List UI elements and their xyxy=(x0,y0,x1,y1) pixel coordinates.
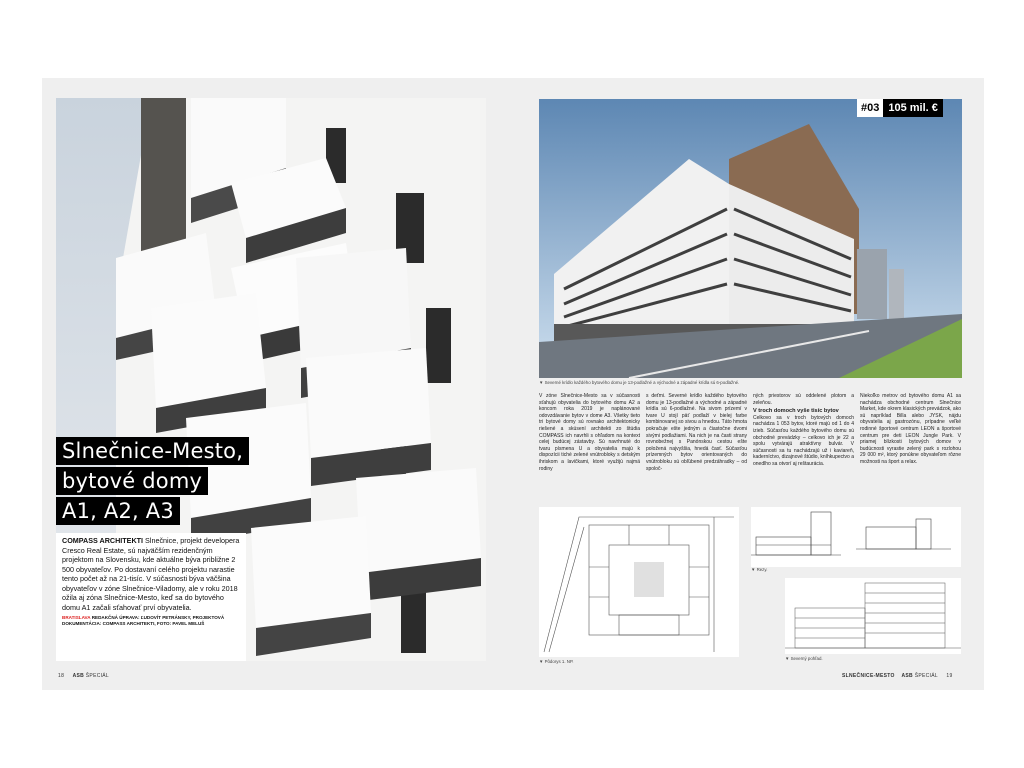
elevation-caption: ▼ Severný pohľad. xyxy=(785,656,823,661)
title-line-3: A1, A2, A3 xyxy=(56,497,180,525)
section-drawings xyxy=(751,507,961,572)
column-1-text: V zóne Slnečnice-Mesto sa v súčasnosti sťahujú obyvatelia do bytového domu A2 a koncom roka 2019 je naplánované odovzdávanie bytov v dome A3. Všetky tieto tri bytové domy sú rovnako architektonicky riešené a skúsení architekti zo štúdia COMPASS ich navrhli s ohľadom na kontext celej budúcej zástavby. Sú navrhnuté do tvaru písmena U a obyvatelia majú k dispozícii tiché zelené vnútrobloky s detským ihriskom a lavičkami, ktoré využijú najmä rodiny xyxy=(539,393,640,472)
credits-city: BRATISLAVA xyxy=(62,615,91,620)
column-3-heading: V troch domoch vyše tisíc bytov xyxy=(753,408,839,415)
running-head: SLNEČNICE-MESTO xyxy=(842,673,895,679)
credits-text: REDAKČNÁ ÚPRAVA: ĽUDOVÍT PETRÁNSKY, PROJEKTOVÁ DOKUMENTÁCIA: COMPASS ARCHITEKTI, FOTO: PAVEL MELUŠ xyxy=(62,615,225,626)
left-page-number: 18 xyxy=(58,673,65,679)
title-line-1: Slnečnice-Mesto, xyxy=(56,437,249,465)
intro-body: Slnečnice, projekt developera Cresco Real Estate, sú najväčším rezidenčným projektom na Slovensku, kde aktuálne býva približne 2 500 obyvateľov. Po dostavaní celého projektu narastie tento počet až na 21-tisíc. V súčasnosti býva väčšina obyvateľov v zóne Slnečnice-Viladomy, ale v roku 2018 ožila aj zóna Slnečnice-Mesto, keď sa do bytového domu A1 začali sťahovať prví obyvatelia. xyxy=(62,536,240,612)
credits xyxy=(62,615,240,627)
plan-caption: ▼ Pôdorys 1. NP. xyxy=(539,659,574,664)
elevation-drawing xyxy=(785,578,961,654)
column-4-text: Niekoľko metrov od bytového domu A1 sa nachádza obchodné centrum Slnečnice Market, kde okrem klasických prevádzok, ako sú napríklad Billa alebo JYSK, nájdu obyvatelia aj gastrozónu, prípadne veľké rodinné športové centrum LEON a športové centrum pre deti LEON Jungle Park. V priamej blízkosti bytových domov v budúcnosti vyrastie zelený park s rozlohou 29 000 m², ktorý ponúkne obyvateľom rôzne možnosti na šport a relax. xyxy=(860,393,961,465)
badge-number: #03 xyxy=(857,99,883,117)
left-magazine-section: ŠPECIÁL xyxy=(85,673,110,679)
column-3-text: ných priestorov sú oddelené plotom a zeleňou. xyxy=(753,393,854,406)
article-title xyxy=(56,437,249,527)
column-2-text: s deťmi. Severné krídlo každého bytového domu je 13-podlažné a východné a západné krídla sú 6-podlažné. Na sivom prízemí v tvare U stojí päť podlaží v bielej farbe kombinovanej so sivou a hnedou. Táto hmota pokračuje ešte jedným a čiastočne dvomi sivými podlažiami. Na nich je na časti strany rovnobežnej s Panónskou cestou ešte položená najvyššia, hnedá časť. Súčasťou prízemných bytov orientovaných do vnútrobloku sú obľúbené predzáhradky – od spoloč- xyxy=(646,393,747,472)
intro-paragraph xyxy=(62,536,240,612)
left-magazine-name: ASB xyxy=(72,673,85,679)
right-page-number: 19 xyxy=(946,673,953,679)
intro-lead: COMPASS ARCHITEKTI xyxy=(62,536,144,545)
intro-box xyxy=(56,533,246,661)
text-column-3 xyxy=(753,393,854,503)
text-column-2 xyxy=(646,393,747,503)
ranking-badge xyxy=(857,99,943,117)
sections-caption: ▼ Rezy. xyxy=(751,567,768,572)
building-photo xyxy=(539,99,962,378)
column-3-text-2: Celkovo sa v troch bytových domoch nachádza 1 053 bytov, ktoré majú od 1 do 4 izieb. Súčasťou každého bytového domu sú obchodné prevádzky – celkovo ich je 22 a spolu vytvárajú atraktívny bulvár. V súčasnosti sa tu nachádzajú už i kaviareň, kaderníctvo, dizajnové štúdio, kníhkupectvo a onedlho sa otvorí aj reštaurácia. xyxy=(753,414,854,467)
badge-value: 105 mil. € xyxy=(883,99,943,117)
text-column-1 xyxy=(539,393,640,503)
title-line-2: bytové domy xyxy=(56,467,208,495)
photo-caption: ▼ Severné krídlo každého bytového domu je 13-podlažné a východné a západné krídla sú 6-podlažné. xyxy=(539,380,740,385)
floor-plan-drawing xyxy=(539,507,739,664)
right-magazine-name: ASB xyxy=(901,673,913,679)
text-column-4 xyxy=(860,393,961,503)
right-magazine-section: ŠPECIÁL xyxy=(914,673,938,679)
right-folio xyxy=(842,673,953,679)
left-folio xyxy=(58,673,109,679)
